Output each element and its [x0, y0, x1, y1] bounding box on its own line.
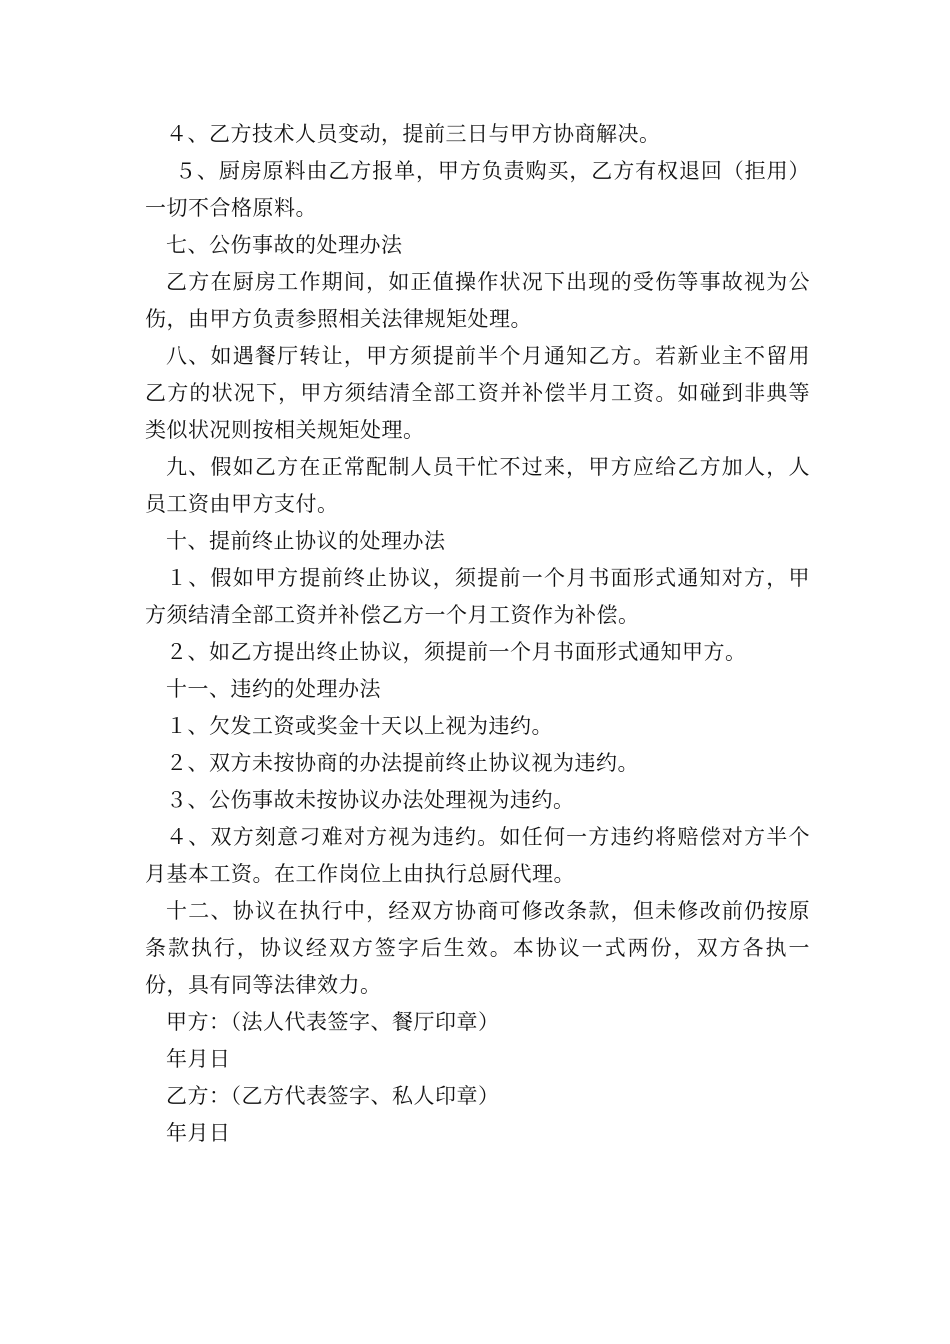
section-7-body: 乙方在厨房工作期间，如正值操作状况下出现的受伤等事故视为公伤，由甲方负责参照相关法律规矩处理。 — [145, 270, 810, 331]
party-a-date-line: 年月日 — [166, 1047, 231, 1071]
party-b-date-line: 年月日 — [166, 1121, 231, 1145]
document-body — [145, 116, 810, 1152]
section-10-heading: 十、提前终止协议的处理办法 — [166, 529, 446, 553]
section-11-clause-3: ３、公伤事故未按协议办法处理视为违约。 — [166, 788, 575, 812]
clause-5-kitchen-materials: ５、厨房原料由乙方报单，甲方负责购买，乙方有权退回（拒用）一切不合格原料。 — [145, 159, 810, 220]
section-9-staffing: 九、假如乙方在正常配制人员干忙不过来，甲方应给乙方加人，人员工资由甲方支付。 — [145, 455, 810, 516]
section-11-clause-4: ４、双方刻意刁难对方视为违约。如任何一方违约将赔偿对方半个月基本工资。在工作岗位上由执行总厨代理。 — [145, 825, 810, 886]
party-b-signature-line: 乙方：（乙方代表签字、私人印章） — [166, 1084, 500, 1108]
section-11-heading: 十一、违约的处理办法 — [166, 677, 381, 701]
section-8-restaurant-transfer: 八、如遇餐厅转让，甲方须提前半个月通知乙方。若新业主不留用乙方的状况下，甲方须结清全部工资并补偿半月工资。如碰到非典等类似状况则按相关规矩处理。 — [145, 344, 810, 442]
section-10-clause-2: ２、如乙方提出终止协议，须提前一个月书面形式通知甲方。 — [166, 640, 747, 664]
section-11-clause-1: １、欠发工资或奖金十天以上视为违约。 — [166, 714, 553, 738]
party-a-signature-line: 甲方：（法人代表签字、餐厅印章） — [166, 1010, 500, 1034]
section-12-effectiveness: 十二、协议在执行中，经双方协商可修改条款，但未修改前仍按原条款执行，协议经双方签字后生效。本协议一式两份，双方各执一份，具有同等法律效力。 — [145, 899, 810, 997]
section-7-heading: 七、公伤事故的处理办法 — [166, 233, 403, 257]
section-11-clause-2: ２、双方未按协商的办法提前终止协议视为违约。 — [166, 751, 639, 775]
clause-4-technical-staff: ４、乙方技术人员变动，提前三日与甲方协商解决。 — [166, 122, 661, 146]
section-10-clause-1: １、假如甲方提前终止协议，须提前一个月书面形式通知对方，甲方须结清全部工资并补偿乙方一个月工资作为补偿。 — [145, 566, 810, 627]
